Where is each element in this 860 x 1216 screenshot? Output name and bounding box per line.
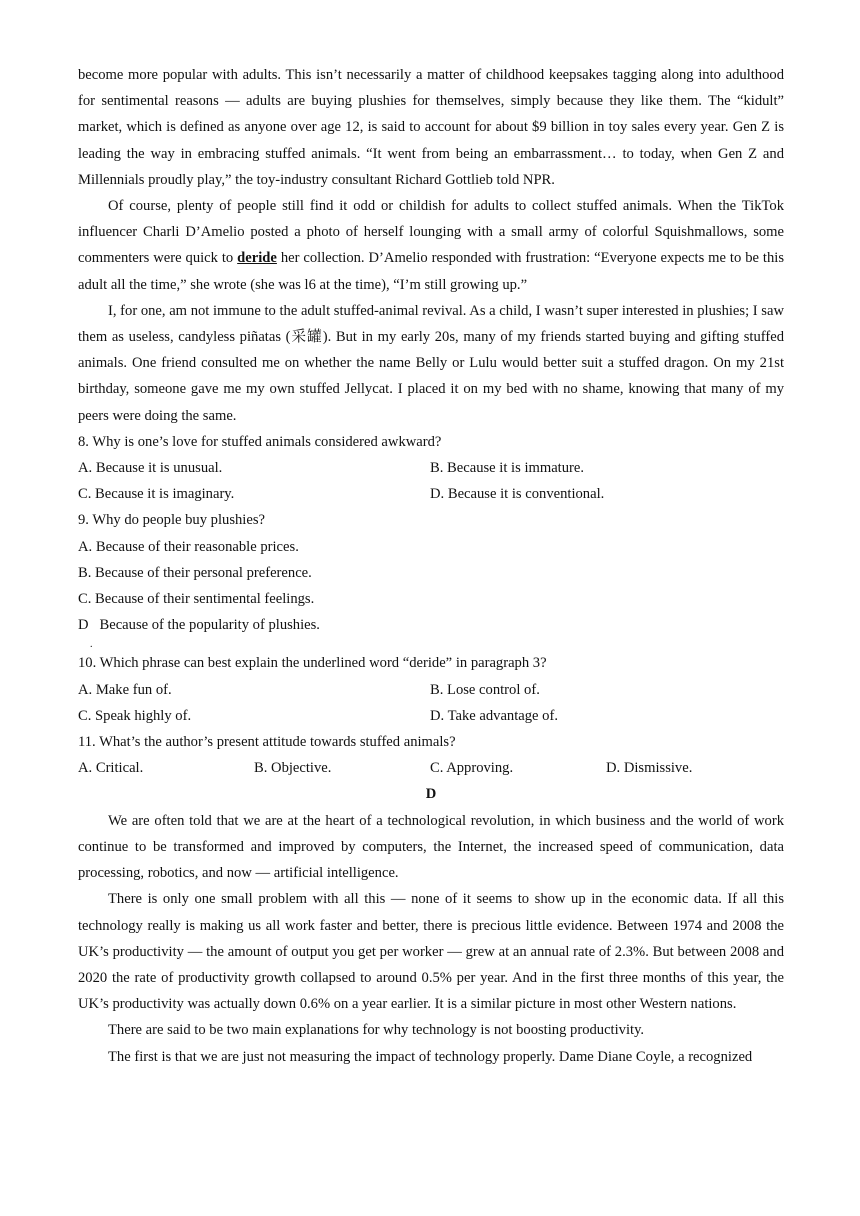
q10-option-a: A. Make fun of. — [78, 681, 172, 698]
paragraph-1: become more popular with adults. This isn’t necessarily a matter of childhood keepsakes tagging along into adulthood for sentimental reasons — adults are buying plushies for themselves, simply because they like them. The “kidult” market, which is defined as anyone over age 12, is said to account for about $9 billion in toy sales every year. Gen Z is leading the way in embracing stuffed animals. “It went from being an embarrassment… to today, when Gen Z and Millennials proudly play,” the toy-industry consultant Richard Gottlieb told NPR. — [78, 67, 784, 188]
question-8 — [78, 429, 784, 508]
paragraph-3: I, for one, am not immune to the adult stuffed-animal revival. As a child, I wasn’t super interested in plushies; I saw them as useless, candyless piñatas (采罐). But in my early 20s, many of my friends started buying and gifting stuffed animals. One friend consulted me on whether the name Belly or Lulu would better suit a stuffed dragon. On my 21st birthday, someone gave me my own stuffed Jellycat. I placed it on my bed with no shame, knowing that many of my peers were doing the same. — [78, 302, 784, 424]
question-8-stem: 8. Why is one’s love for stuffed animals considered awkward? — [78, 433, 442, 450]
underlined-word-deride: deride — [237, 250, 277, 267]
q10-option-d: D. Take advantage of. — [430, 707, 558, 724]
question-10-stem: 10. Which phrase can best explain the underlined word “deride” in paragraph 3? — [78, 655, 547, 672]
question-9-stem: 9. Why do people buy plushies? — [78, 512, 265, 529]
q8-option-b: B. Because it is immature. — [430, 460, 585, 477]
q10-option-c: C. Speak highly of. — [78, 707, 192, 724]
q9-option-a: A. Because of their reasonable prices. — [78, 538, 299, 555]
question-9 — [78, 507, 784, 650]
question-11 — [78, 729, 784, 781]
document-page — [78, 62, 784, 1070]
q9-option-c: C. Because of their sentimental feelings. — [78, 591, 315, 608]
stray-dot: . — [90, 639, 93, 651]
q8-option-d: D. Because it is conventional. — [430, 486, 605, 503]
section-d-paragraph-3: There are said to be two main explanations for why technology is not boosting productivity. — [108, 1022, 645, 1039]
section-d-paragraph-4: The first is that we are just not measuring the impact of technology properly. Dame Diane Coyle, a recognized — [108, 1048, 753, 1065]
q11-option-b: B. Objective. — [254, 760, 332, 777]
q11-option-a: A. Critical. — [78, 760, 144, 777]
q8-option-c: C. Because it is imaginary. — [78, 486, 235, 503]
section-d-paragraph-2: There is only one small problem with all this — none of it seems to show up in the economic data. If all this technology really is making us all work faster and better, there is precious little evidence. Between 1974 and 2008 the UK’s productivity — the amount of output you get per worker — grew at an annual rate of 2.3%. But between 2008 and 2020 the rate of productivity growth collapsed to around 0.5% per year. And in the first three months of this year, the UK’s productivity was actually down 0.6% on a year earlier. It is a similar picture in most other Western nations. — [78, 891, 784, 1013]
paragraph-2 — [78, 193, 784, 298]
section-heading-d: D — [425, 786, 437, 803]
paragraph-2-after: her collection. D’Amelio responded with frustration: “Everyone expects me to be this adult all the time,” she wrote (she was l6 at the time), “I’m still growing up.” — [78, 250, 784, 293]
question-11-stem: 11. What’s the author’s present attitude towards stuffed animals? — [78, 734, 456, 751]
q8-option-a: A. Because it is unusual. — [78, 460, 223, 477]
q10-option-b: B. Lose control of. — [430, 681, 540, 698]
q11-option-c: C. Approving. — [430, 760, 514, 777]
q9-option-d: D Because of the popularity of plushies. — [78, 617, 320, 634]
q9-option-b: B. Because of their personal preference. — [78, 564, 312, 581]
section-d-paragraph-1: We are often told that we are at the heart of a technological revolution, in which business and the world of work continue to be transformed and improved by computers, the Internet, the increased speed of communication, data processing, robotics, and now — artificial intelligence. — [78, 812, 784, 882]
q11-option-d: D. Dismissive. — [606, 760, 693, 777]
paragraph-2-before: Of course, plenty of people still find it odd or childish for adults to collect stuffed animals. When the TikTok influencer Charli D’Amelio posted a photo of herself lounging with a small army of colorful Squishmallows, some commenters were quick to — [78, 198, 784, 267]
question-10 — [78, 650, 784, 729]
